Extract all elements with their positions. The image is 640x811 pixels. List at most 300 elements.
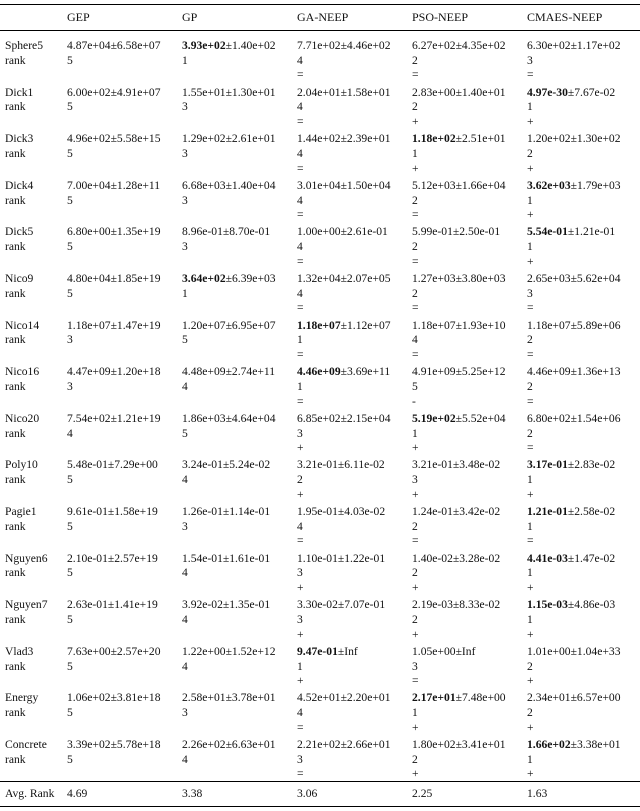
value-text: 1.40e-02±3.28e-02 <box>412 551 501 565</box>
value-cell <box>412 365 506 379</box>
significance-mark: + <box>412 487 419 501</box>
best-value: 1.21e-01 <box>527 505 568 518</box>
value-text: ±2.83e-02 <box>567 458 616 472</box>
value-cell <box>67 458 158 472</box>
value-cell <box>527 39 621 53</box>
value-text: 7.00e+04±1.28e+11 <box>67 178 161 192</box>
significance-mark: = <box>527 301 534 315</box>
best-value: 2.17e+01 <box>412 691 456 705</box>
best-value: 3.93e+02 <box>182 39 226 52</box>
value-text: 1.20e+02±1.30e+02 <box>527 132 621 146</box>
avg-rank-value: 2.25 <box>412 787 433 800</box>
value-cell <box>67 505 158 519</box>
value-cell <box>182 598 270 612</box>
value-cell <box>412 505 500 519</box>
value-cell <box>182 691 276 705</box>
significance-mark: = <box>527 68 534 82</box>
value-text: 3.30e-02±7.07e-01 <box>297 598 386 612</box>
value-text: 2.21e+02±2.66e+01 <box>297 738 391 751</box>
rank-value: 2 <box>412 286 418 300</box>
rank-value: 1 <box>527 473 533 487</box>
value-text: 1.10e-01±1.22e-01 <box>297 551 386 565</box>
value-cell <box>67 552 158 566</box>
significance-mark: = <box>297 68 304 82</box>
value-cell <box>297 412 391 426</box>
value-text: 2.65e+03±5.62e+04 <box>527 272 621 285</box>
best-value: 3.17e-01 <box>527 458 568 472</box>
rank-label: rank <box>5 240 26 254</box>
rank-value: 4 <box>182 379 188 393</box>
value-text: 1.20e+07±6.95e+07 <box>182 318 276 332</box>
value-cell <box>182 458 270 472</box>
rank-value: 2 <box>412 53 418 67</box>
value-cell <box>412 691 506 705</box>
significance-mark: = <box>527 441 534 455</box>
value-cell <box>527 691 621 705</box>
value-text: 6.80e+02±1.54e+06 <box>527 411 621 425</box>
significance-mark: = <box>297 254 304 268</box>
rank-label: rank <box>5 100 26 114</box>
best-value: 4.41e-03 <box>527 551 568 565</box>
best-value: 1.18e+02 <box>412 132 456 146</box>
rank-value: 4 <box>297 100 303 114</box>
value-cell <box>182 319 276 333</box>
significance-mark: + <box>527 208 534 222</box>
value-text: 9.61e-01±1.58e+19 <box>67 505 158 518</box>
row-name: Dick3 <box>5 132 34 146</box>
value-text: ±1.12e+07 <box>340 318 391 332</box>
rank-value: 2 <box>527 333 533 347</box>
value-cell <box>297 86 391 100</box>
value-text: 4.87e+04±6.58e+07 <box>67 39 161 52</box>
rank-value: 1 <box>527 566 533 580</box>
value-cell <box>297 458 385 472</box>
rank-label: rank <box>5 612 26 626</box>
rank-label: rank <box>5 333 26 347</box>
value-text: 4.80e+04±1.85e+19 <box>67 272 161 285</box>
value-cell <box>527 272 621 286</box>
rank-value: 5 <box>67 659 73 673</box>
rank-value: 3 <box>182 100 188 114</box>
value-text: ±5.52e+04 <box>455 411 506 425</box>
value-text: ±7.48e+00 <box>455 691 506 705</box>
significance-mark: = <box>412 208 419 222</box>
rank-value: 5 <box>67 240 73 254</box>
value-text: 3.39e+02±5.78e+18 <box>67 738 161 751</box>
rank-value: 5 <box>67 519 73 533</box>
value-cell <box>67 179 160 193</box>
value-text: 1.01e+00±1.04e+33 <box>527 644 621 658</box>
value-cell <box>527 179 621 193</box>
rank-value: 2 <box>412 193 418 207</box>
rank-value: 3 <box>527 286 533 300</box>
value-cell <box>297 319 391 333</box>
row-name: Concrete <box>5 738 47 751</box>
value-text: ±2.51e+01 <box>455 132 506 146</box>
rank-label: rank <box>5 379 26 393</box>
rank-value: 3 <box>527 53 533 67</box>
rank-value: 2 <box>412 566 418 580</box>
rank-value: 1 <box>527 100 533 114</box>
value-cell <box>182 645 276 659</box>
rank-value: 4 <box>297 286 303 300</box>
rank-value: 1 <box>527 193 533 207</box>
value-cell <box>67 86 161 100</box>
value-cell <box>412 319 506 333</box>
best-value: 5.54e-01 <box>527 225 568 239</box>
value-text: 1.26e-01±1.14e-01 <box>182 505 271 518</box>
best-value: 5.19e+02 <box>412 411 456 425</box>
value-cell <box>67 738 161 752</box>
rank-value: 5 <box>67 706 73 720</box>
best-value: 1.66e+02 <box>527 738 571 751</box>
best-value: 9.47e-01 <box>297 644 338 658</box>
significance-mark: = <box>297 394 304 408</box>
value-cell <box>412 39 506 53</box>
rank-value: 5 <box>67 752 73 766</box>
value-text: 1.86e+03±4.64e+04 <box>182 411 276 425</box>
rank-value: 5 <box>67 146 73 160</box>
significance-mark: + <box>412 720 419 734</box>
value-cell <box>182 39 276 53</box>
value-cell <box>527 225 615 239</box>
best-value: 1.18e+07 <box>297 318 341 332</box>
rank-value: 2 <box>527 379 533 393</box>
value-text: 1.18e+07±1.93e+10 <box>412 318 506 332</box>
rank-value: 4 <box>182 566 188 580</box>
rank-value: 5 <box>67 53 73 67</box>
value-text: 6.85e+02±2.15e+04 <box>297 411 391 425</box>
rank-value: 3 <box>182 240 188 254</box>
best-value: 1.15e-03 <box>527 598 568 612</box>
value-text: 1.22e+00±1.52e+12 <box>182 644 276 658</box>
rank-value: 2 <box>412 240 418 254</box>
value-cell <box>412 552 500 566</box>
header-cmaes-neep: CMAES-NEEP <box>527 10 603 24</box>
value-cell <box>182 132 276 146</box>
rank-value: 1 <box>527 240 533 254</box>
rank-value: 1 <box>297 379 303 393</box>
rank-value: 4 <box>297 240 303 254</box>
value-text: 6.30e+02±1.17e+02 <box>527 39 621 52</box>
value-cell <box>297 132 391 146</box>
significance-mark: + <box>527 581 534 594</box>
value-text: 5.12e+03±1.66e+04 <box>412 178 506 192</box>
value-cell <box>527 365 621 379</box>
value-text: 5.99e-01±2.50e-01 <box>412 225 501 239</box>
avg-rank-label: Avg. Rank <box>5 787 55 800</box>
significance-mark: + <box>412 767 419 781</box>
rank-value: 1 <box>527 519 533 533</box>
significance-mark: + <box>297 581 304 594</box>
rank-value: 3 <box>182 146 188 160</box>
value-cell <box>297 39 391 53</box>
rank-label: rank <box>5 193 26 207</box>
value-cell <box>297 598 385 612</box>
rank-value: 5 <box>67 612 73 626</box>
value-cell <box>297 365 390 379</box>
significance-mark: + <box>297 487 304 501</box>
value-text: ±4.86e-03 <box>567 598 616 612</box>
value-text: 4.48e+09±2.74e+11 <box>182 365 276 379</box>
value-text: 4.96e+02±5.58e+15 <box>67 132 161 146</box>
value-text: ±6.39e+03 <box>225 272 276 285</box>
significance-mark: = <box>297 348 304 361</box>
rank-value: 4 <box>297 53 303 67</box>
avg-rank-value: 1.63 <box>527 787 548 800</box>
value-cell <box>182 365 275 379</box>
value-cell <box>412 132 506 146</box>
value-text: 6.68e+03±1.40e+04 <box>182 178 276 192</box>
rank-value: 2 <box>412 752 418 766</box>
value-text: 7.54e+02±1.21e+19 <box>67 411 161 425</box>
significance-mark: = <box>297 534 304 548</box>
value-cell <box>67 225 161 239</box>
value-text: ±2.58e-02 <box>567 505 616 518</box>
significance-mark: = <box>412 301 419 315</box>
value-cell <box>67 365 161 379</box>
avg-rank-value: 4.69 <box>67 787 88 800</box>
row-name: Dick5 <box>5 225 34 239</box>
value-text: 6.27e+02±4.35e+02 <box>412 39 506 52</box>
value-text: 1.24e-01±3.42e-02 <box>412 505 501 518</box>
value-cell <box>297 691 391 705</box>
header-ga-neep: GA-NEEP <box>297 10 349 24</box>
value-text: ±3.69e+11 <box>340 365 391 379</box>
value-cell <box>67 691 161 705</box>
rank-value: 4 <box>67 426 73 440</box>
row-name: Poly10 <box>5 458 38 472</box>
row-name: Nguyen7 <box>5 598 48 612</box>
significance-mark: = <box>527 394 534 408</box>
rank-label: rank <box>5 566 26 580</box>
rank-value: 3 <box>297 612 303 626</box>
rank-value: 2 <box>297 473 303 487</box>
avg-rule <box>0 781 640 782</box>
value-text: 1.95e-01±4.03e-02 <box>297 505 386 518</box>
rank-value: 2 <box>412 519 418 533</box>
rank-value: 1 <box>527 752 533 766</box>
significance-mark: + <box>297 674 304 688</box>
header-rule <box>0 30 640 31</box>
significance-mark: + <box>527 767 534 781</box>
significance-mark: = <box>297 115 304 128</box>
value-cell <box>412 458 500 472</box>
rank-label: rank <box>5 53 26 67</box>
rank-value: 1 <box>412 706 418 720</box>
value-cell <box>182 86 276 100</box>
significance-mark: + <box>412 441 419 455</box>
rank-value: 5 <box>67 100 73 114</box>
value-text: 5.48e-01±7.29e+00 <box>67 458 158 472</box>
rank-value: 4 <box>297 706 303 720</box>
value-text: ±1.79e+03 <box>570 178 621 192</box>
rank-value: 2 <box>527 659 533 673</box>
value-cell <box>527 505 615 519</box>
significance-mark: = <box>527 348 534 361</box>
header-gp: GP <box>182 10 198 24</box>
significance-mark: = <box>412 534 419 548</box>
value-cell <box>527 645 621 659</box>
rank-value: 2 <box>527 426 533 440</box>
rank-label: rank <box>5 706 26 720</box>
value-text: 4.47e+09±1.20e+18 <box>67 365 161 379</box>
row-name: Nico20 <box>5 411 40 425</box>
rank-value: 3 <box>67 379 73 393</box>
value-cell <box>182 552 270 566</box>
significance-mark: + <box>412 115 419 128</box>
value-text: 1.00e+00±2.61e-01 <box>297 225 388 239</box>
value-text: 1.55e+01±1.30e+01 <box>182 85 276 99</box>
rank-label: rank <box>5 286 26 300</box>
value-cell <box>527 86 615 100</box>
value-cell <box>297 179 391 193</box>
best-value: 4.97e-30 <box>527 85 568 99</box>
value-text: 7.71e+02±4.46e+02 <box>297 39 391 52</box>
value-text: 1.44e+02±2.39e+01 <box>297 132 391 146</box>
value-cell <box>67 645 161 659</box>
row-name: Nico16 <box>5 365 40 379</box>
value-cell <box>67 272 161 286</box>
row-name: Pagie1 <box>5 505 37 518</box>
value-cell <box>297 645 358 659</box>
rank-value: 4 <box>412 333 418 347</box>
significance-mark: + <box>527 115 534 128</box>
value-text: 3.24e-01±5.24e-02 <box>182 458 271 472</box>
value-text: 2.19e-03±8.33e-02 <box>412 598 501 612</box>
value-text: 4.91e+09±5.25e+12 <box>412 365 506 379</box>
rank-value: 4 <box>182 752 188 766</box>
value-cell <box>412 272 506 286</box>
value-text: 2.10e-01±2.57e+19 <box>67 551 158 565</box>
best-value: 3.64e+02 <box>182 272 226 285</box>
value-cell <box>412 225 500 239</box>
value-cell <box>182 505 270 519</box>
value-text: 1.29e+02±2.61e+01 <box>182 132 276 146</box>
significance-mark: + <box>412 627 419 641</box>
best-value: 3.62e+03 <box>527 178 571 192</box>
value-cell <box>527 598 615 612</box>
rank-value: 3 <box>182 519 188 533</box>
value-text: 3.01e+04±1.50e+04 <box>297 178 391 192</box>
significance-mark: = <box>297 161 304 175</box>
value-text: 1.32e+04±2.07e+05 <box>297 272 391 285</box>
significance-mark: + <box>527 161 534 175</box>
value-text: 3.21e-01±6.11e-02 <box>297 458 385 472</box>
value-cell <box>412 412 506 426</box>
value-text: 1.18e+07±5.89e+06 <box>527 318 621 332</box>
value-cell <box>182 412 276 426</box>
value-cell <box>412 738 506 752</box>
significance-mark: + <box>297 441 304 455</box>
value-cell <box>297 225 388 239</box>
header-pso-neep: PSO-NEEP <box>412 10 469 24</box>
value-text: ±1.47e-02 <box>567 551 616 565</box>
significance-mark: - <box>412 394 416 408</box>
value-text: ±7.67e-02 <box>567 85 616 99</box>
value-cell <box>182 738 276 752</box>
significance-mark: = <box>412 254 419 268</box>
value-text: 2.83e+00±1.40e+01 <box>412 85 506 99</box>
rank-value: 1 <box>412 146 418 160</box>
value-text: 4.52e+01±2.20e+01 <box>297 691 391 705</box>
avg-rank-value: 3.38 <box>182 787 203 800</box>
rank-value: 3 <box>297 566 303 580</box>
rank-label: rank <box>5 426 26 440</box>
value-cell <box>527 319 621 333</box>
value-text: 3.92e-02±1.35e-01 <box>182 598 271 612</box>
significance-mark: + <box>412 161 419 175</box>
value-text: 6.80e+00±1.35e+19 <box>67 225 161 239</box>
value-cell <box>67 319 161 333</box>
rank-value: 5 <box>182 426 188 440</box>
significance-mark: + <box>527 674 534 688</box>
row-name: Nico14 <box>5 318 40 332</box>
row-name: Vlad3 <box>5 644 34 658</box>
value-text: ±3.38e+01 <box>570 738 621 751</box>
rank-value: 3 <box>412 659 418 673</box>
rank-label: rank <box>5 752 26 766</box>
rank-value: 4 <box>182 612 188 626</box>
value-text: 2.34e+01±6.57e+00 <box>527 691 621 705</box>
value-cell <box>527 552 615 566</box>
best-value: 4.46e+09 <box>297 365 341 379</box>
rank-value: 3 <box>182 706 188 720</box>
rank-value: 3 <box>297 426 303 440</box>
value-cell <box>297 552 385 566</box>
rank-label: rank <box>5 146 26 160</box>
rank-value: 1 <box>527 612 533 626</box>
rank-value: 1 <box>297 333 303 347</box>
value-text: ±Inf <box>337 644 358 658</box>
value-cell <box>182 225 270 239</box>
significance-mark: + <box>412 581 419 594</box>
rank-value: 5 <box>182 333 188 347</box>
row-name: Sphere5 <box>5 39 43 52</box>
significance-mark: + <box>527 487 534 501</box>
value-cell <box>297 272 391 286</box>
rank-value: 2 <box>412 612 418 626</box>
significance-mark: + <box>297 627 304 641</box>
value-text: 8.96e-01±8.70e-01 <box>182 225 271 239</box>
rank-value: 5 <box>412 379 418 393</box>
significance-mark: + <box>527 720 534 734</box>
rank-value: 1 <box>297 659 303 673</box>
rank-value: 5 <box>67 286 73 300</box>
rank-value: 4 <box>297 519 303 533</box>
value-text: 2.26e+02±6.63e+01 <box>182 738 276 751</box>
value-text: 2.04e+01±1.58e+01 <box>297 85 391 99</box>
significance-mark: = <box>412 348 419 361</box>
value-text: 1.06e+02±3.81e+18 <box>67 691 161 705</box>
value-text: 3.21e-01±3.48e-02 <box>412 458 501 472</box>
value-cell <box>297 738 391 752</box>
value-text: 2.58e+01±3.78e+01 <box>182 691 276 705</box>
significance-mark: = <box>297 301 304 315</box>
rank-value: 5 <box>67 193 73 207</box>
rank-label: rank <box>5 659 26 673</box>
rank-label: rank <box>5 473 26 487</box>
value-cell <box>67 412 161 426</box>
value-text: ±1.21e-01 <box>567 225 616 239</box>
value-cell <box>412 598 500 612</box>
row-name: Nguyen6 <box>5 551 48 565</box>
value-cell <box>527 132 621 146</box>
value-text: 1.27e+03±3.80e+03 <box>412 272 506 285</box>
value-text: 6.00e+02±4.91e+07 <box>67 85 161 99</box>
row-name: Dick1 <box>5 85 34 99</box>
value-text: 1.05e+00±Inf <box>412 644 476 658</box>
